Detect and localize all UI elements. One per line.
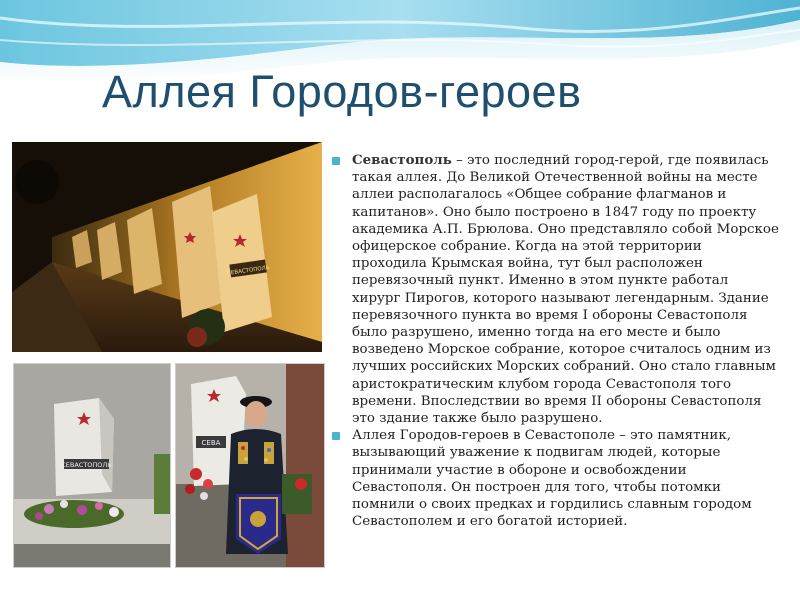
slide-title: Аллея Городов-героев (102, 66, 582, 117)
veteran-monument-photo (175, 363, 325, 568)
paragraph-body: – это последний город-герой, где появилась такая аллея. До Великой Отечественной войны на месте аллеи располагалось «Общее собрание флагманов и капитанов». Оно было построено в 1847 году по проекту академика А.П. Брюлова. Оно представляло собой Морское офицерское собрание. Когда на этой территории проходила Крымская война, тут был расположен перевязочный пункт. Именно в этом пункте работал хирург Пирогов, которого называют легендарным. Здание перевязочного пункта во время I обороны Севастополя было разрушено, именно тогда на его месте и было возведено Морское собрание, которое считалось одним из лучших российских Морских собраний. Оно стало главным аристократическим клубом города Севастополя того времени. Впоследствии во время II обороны Севастополя это здание также было разрушено. (352, 153, 779, 427)
alley-night-photo (12, 142, 322, 352)
sevastopol-stele-photo (13, 363, 171, 568)
paragraph-lead: Севастополь (352, 152, 452, 168)
memorial-plaque-text: СЕВАСТОПОЛЬ (61, 461, 112, 469)
alley-plaque-text: СЕВАСТОПОЛЬ (226, 265, 271, 277)
paragraph-body: Аллея Городов-героев в Севастополе – это памятник, вызывающий уважение к подвигам людей, которые принимали участие в обороне и освобождении Севастополя. Он построен для того, чтобы потомки помнили о своих предках и гордились славным городом Севастополем и его богатой историей. (352, 428, 752, 530)
paragraph-sevastopol-history (330, 152, 780, 427)
paragraph-alley-meaning (330, 427, 780, 530)
bullet-square-icon (332, 157, 340, 165)
article-text (330, 152, 780, 530)
bullet-square-icon (332, 432, 340, 440)
veteran-photo-plaque-text: СЕВА (201, 439, 221, 447)
